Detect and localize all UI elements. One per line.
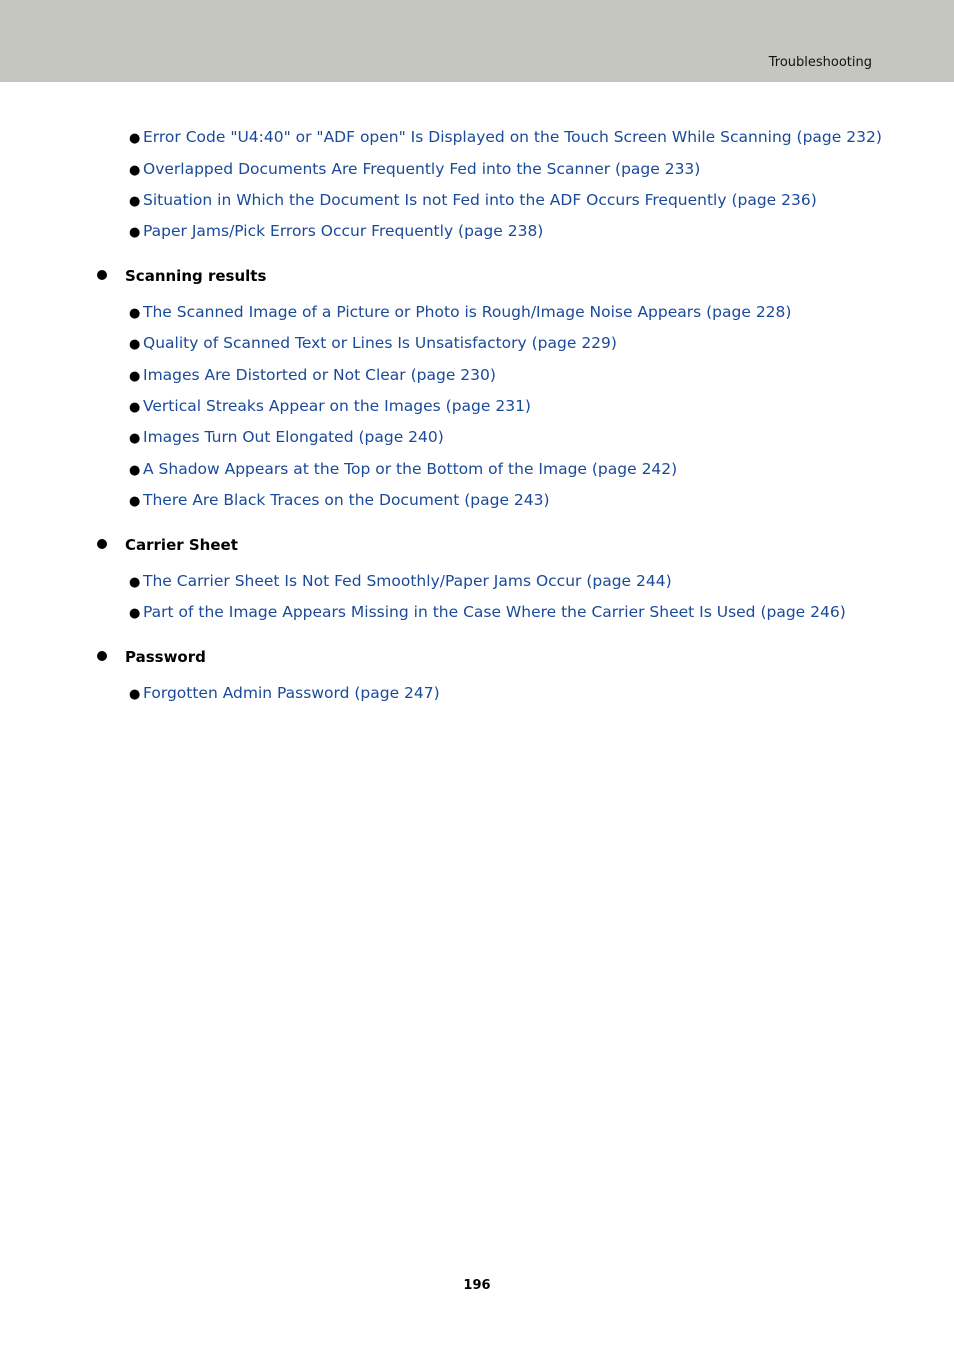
list-item (129, 365, 496, 387)
bullet-icon (97, 270, 107, 280)
bullet-icon: ● (129, 575, 141, 590)
section-heading-scanning-results (97, 266, 266, 286)
bullet-icon: ● (129, 687, 141, 702)
link[interactable]: Images Turn Out Elongated (page 240) (143, 428, 444, 446)
list-item (129, 159, 700, 181)
link[interactable]: Quality of Scanned Text or Lines Is Unsatisfactory (page 229) (143, 334, 617, 352)
link[interactable]: Part of the Image Appears Missing in the Case Where the Carrier Sheet Is Used (page 246) (143, 603, 846, 621)
link[interactable]: Forgotten Admin Password (page 247) (143, 684, 440, 702)
bullet-icon (97, 539, 107, 549)
list-item (129, 490, 550, 512)
section-heading-password (97, 647, 206, 667)
section-title: Scanning results (125, 267, 267, 285)
bullet-icon: ● (129, 606, 141, 621)
bullet-icon: ● (129, 400, 141, 415)
section-heading-carrier-sheet (97, 535, 238, 555)
link[interactable]: The Carrier Sheet Is Not Fed Smoothly/Paper Jams Occur (page 244) (143, 572, 672, 590)
list-item (129, 302, 791, 324)
list-item (129, 396, 531, 418)
list-item (129, 459, 677, 481)
section-title: Password (125, 648, 206, 666)
list-item (129, 333, 617, 355)
header-bar (0, 0, 954, 82)
link[interactable]: A Shadow Appears at the Top or the Bottom of the Image (page 242) (143, 460, 678, 478)
link[interactable]: There Are Black Traces on the Document (page 243) (143, 491, 550, 509)
link[interactable]: Paper Jams/Pick Errors Occur Frequently (page 238) (143, 222, 544, 240)
bullet-icon (97, 651, 107, 661)
list-item (129, 127, 882, 149)
link[interactable]: Situation in Which the Document Is not Fed into the ADF Occurs Frequently (page 236) (143, 191, 817, 209)
list-item (129, 571, 672, 593)
link[interactable]: Images Are Distorted or Not Clear (page 230) (143, 366, 496, 384)
link[interactable]: Vertical Streaks Appear on the Images (page 231) (143, 397, 531, 415)
link[interactable]: Error Code "U4:40" or "ADF open" Is Displayed on the Touch Screen While Scanning (page 232) (143, 128, 882, 146)
bullet-icon: ● (129, 369, 141, 384)
header-title: Troubleshooting (768, 55, 872, 70)
bullet-icon: ● (129, 463, 141, 478)
list-item (129, 602, 846, 624)
bullet-icon: ● (129, 225, 141, 240)
bullet-icon: ● (129, 306, 141, 321)
bullet-icon: ● (129, 194, 141, 209)
section-title: Carrier Sheet (125, 536, 238, 554)
bullet-icon: ● (129, 131, 141, 146)
link[interactable]: The Scanned Image of a Picture or Photo is Rough/Image Noise Appears (page 228) (143, 303, 792, 321)
bullet-icon: ● (129, 163, 141, 178)
link[interactable]: Overlapped Documents Are Frequently Fed into the Scanner (page 233) (143, 160, 701, 178)
list-item (129, 221, 543, 243)
page-number: 196 (463, 1278, 491, 1293)
bullet-icon: ● (129, 337, 141, 352)
list-item (129, 427, 444, 449)
bullet-icon: ● (129, 431, 141, 446)
list-item (129, 190, 817, 212)
list-item (129, 683, 440, 705)
bullet-icon: ● (129, 494, 141, 509)
